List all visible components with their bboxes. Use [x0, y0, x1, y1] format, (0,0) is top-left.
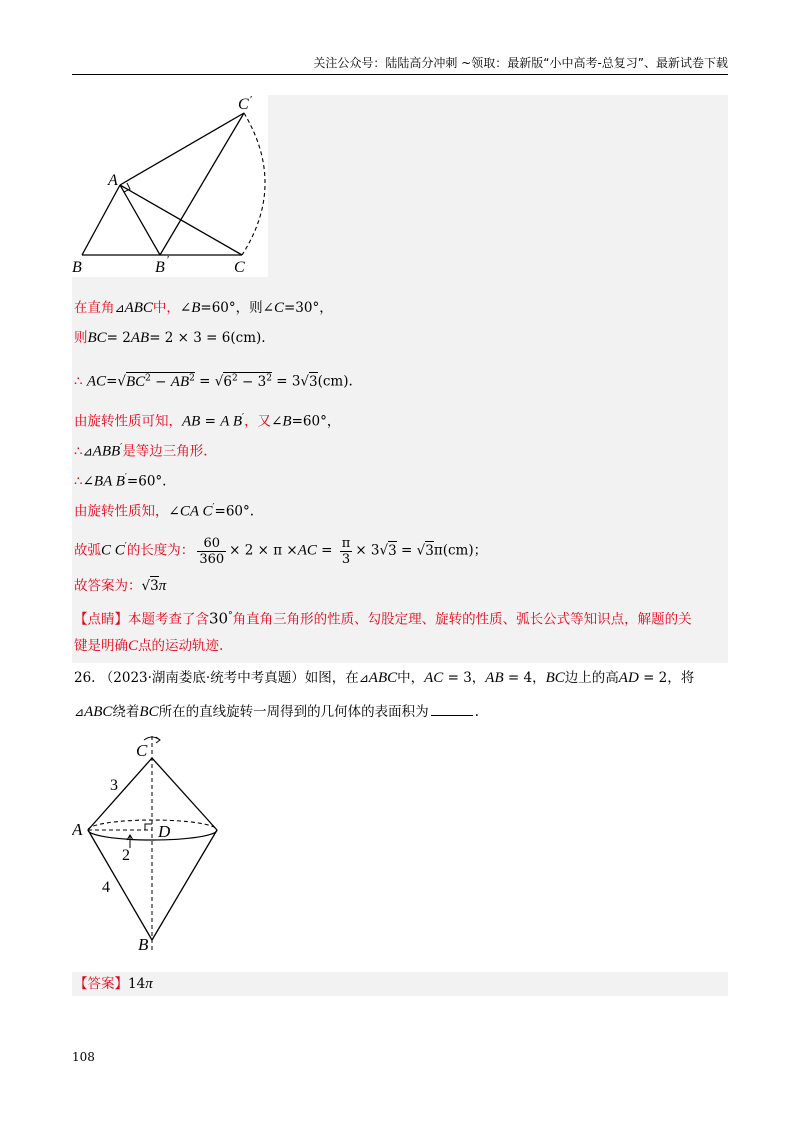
solution-shade: [268, 95, 728, 277]
figure-rotation-triangle: [72, 95, 268, 277]
fig2-label-4: 4: [102, 879, 110, 896]
fig2-label-2: 2: [122, 847, 130, 864]
question-line-2: ⊿ABC绕着BC所在的直线旋转一周得到的几何体的表面积为 .: [74, 704, 479, 720]
fig1-label-b-prime: B: [155, 259, 165, 276]
answer-line: 【答案】14π: [74, 976, 153, 992]
fig2-label-b: B: [138, 935, 149, 954]
solution-line-1: 在直角⊿ABC中，∠B=60°，则∠C=30°，: [74, 300, 333, 316]
fig1-label-b: B: [72, 259, 82, 276]
solution-line-6: ∴∠BA B′=60°.: [74, 473, 167, 490]
fig2-label-d: D: [158, 822, 171, 841]
fig2-label-c: C: [136, 741, 148, 760]
figure-double-cone: [72, 732, 232, 954]
solution-line-5: ∴⊿ABB′是等边三角形.: [74, 443, 208, 460]
fig2-label-a: A: [72, 820, 83, 839]
fig2-label-3: 3: [110, 777, 118, 794]
fig1-label-c: C: [234, 259, 245, 276]
solution-line-3: ∴ $AC=√BC^2 - AB^2 = √6^2 - 3^2 = 3√3(cm)$.: [74, 373, 353, 390]
answer-blank: [431, 703, 473, 716]
comment-line-1: 【点睛】本题考查了含30°角直角三角形的性质、勾股定理、旋转的性质、弧长公式等知识点，解题的关: [74, 609, 692, 628]
question-line-1: 26. （2023·湖南娄底·统考中考真题）如图，在⊿ABC中，AC = 3，AB = 4，BC边上的高AD = 2，将: [74, 670, 695, 686]
fig1-prime-c: ′: [250, 95, 253, 106]
solution-line-7: 由旋转性质知，∠CA C′=60°.: [74, 503, 255, 520]
fig1-prime-b: ′: [167, 254, 170, 266]
solution-line-9: 故答案为：√3π: [74, 578, 167, 594]
page-header: 关注公众号：陆陆高分冲刺 ~领取：最新版“小中高考-总复习”、最新试卷下载: [72, 54, 728, 75]
fig1-label-a: A: [108, 172, 118, 189]
answer-shade: [72, 972, 728, 996]
fig1-label-c-prime: C: [238, 96, 249, 113]
solution-line-4: 由旋转性质可知，AB = A B′，又∠B=60°，: [74, 413, 341, 430]
page-number: 108: [72, 1050, 95, 1064]
solution-line-2: 则BC= 2AB= 2 × 3 = 6(cm).: [74, 330, 266, 346]
comment-line-2: 键是明确C点的运动轨迹.: [74, 638, 224, 654]
solution-line-8: 故弧C C′的长度为： $\frac{60}{360}$ × 2 × π ×AC = $\frac{\pi}{3}$ × 3√3 = √3π(cm)；: [74, 535, 488, 567]
